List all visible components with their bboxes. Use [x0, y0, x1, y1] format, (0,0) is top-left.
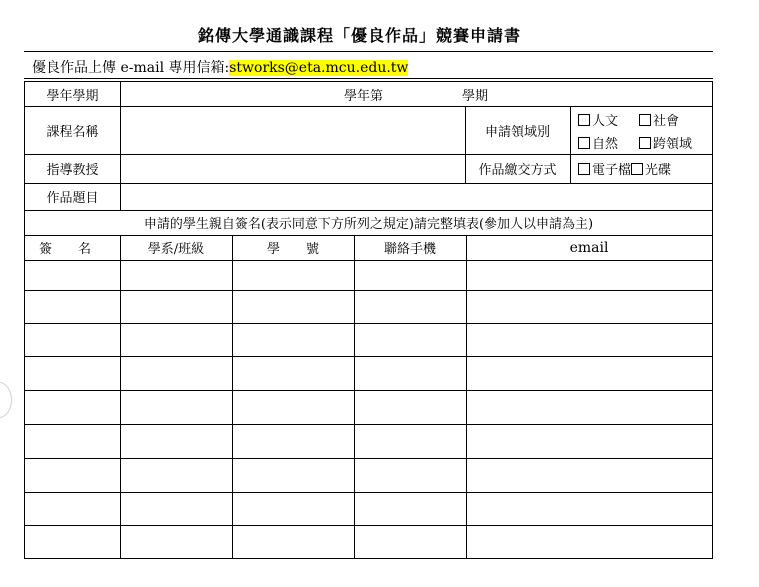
table-cell[interactable]	[120, 492, 232, 525]
table-cell[interactable]	[25, 458, 120, 492]
field-option-natural[interactable]: 自然	[578, 133, 618, 152]
table-cell[interactable]	[466, 290, 712, 323]
table-cell[interactable]	[120, 260, 232, 290]
table-cell[interactable]	[354, 323, 466, 356]
title-divider	[24, 51, 713, 52]
document-title: 銘傳大學通識課程「優良作品」競賽申請書	[197, 26, 521, 45]
column-header-student-id: 學 號	[266, 242, 319, 257]
table-cell[interactable]	[232, 323, 354, 356]
table-cell[interactable]	[354, 260, 466, 290]
submission-option-disc[interactable]: 光碟	[631, 159, 671, 178]
table-cell[interactable]	[354, 290, 466, 323]
advisor-field[interactable]	[120, 154, 465, 183]
table-cell[interactable]	[466, 458, 712, 492]
table-cell[interactable]	[25, 290, 120, 323]
email-divider	[24, 78, 713, 79]
table-cell[interactable]	[232, 260, 354, 290]
table-cell[interactable]	[466, 492, 712, 525]
upload-email-line	[32, 57, 408, 77]
table-cell[interactable]	[232, 424, 354, 458]
table-cell[interactable]	[232, 390, 354, 424]
checkbox-icon	[578, 114, 590, 126]
table-cell[interactable]	[232, 290, 354, 323]
email-prefix: 優良作品上傳 e-mail 專用信箱:	[32, 60, 230, 76]
field-label: 申請領域別	[484, 124, 550, 140]
table-cell[interactable]	[354, 356, 466, 390]
table-cell[interactable]	[120, 458, 232, 492]
application-form	[24, 81, 713, 559]
course-label: 課程名稱	[46, 124, 99, 140]
field-options	[570, 106, 712, 154]
field-option-interdisciplinary[interactable]: 跨領域	[639, 133, 692, 152]
work-title-label: 作品題目	[46, 191, 99, 206]
table-cell[interactable]	[120, 356, 232, 390]
checkbox-icon	[578, 163, 590, 175]
advisor-label: 指導教授	[46, 163, 99, 178]
table-cell[interactable]	[25, 390, 120, 424]
column-header-phone: 聯絡手機	[383, 242, 436, 257]
column-header-department: 學系/班級	[147, 242, 205, 257]
field-option-social[interactable]: 社會	[639, 110, 679, 129]
table-cell[interactable]	[120, 323, 232, 356]
table-cell[interactable]	[120, 290, 232, 323]
table-cell[interactable]	[25, 492, 120, 525]
semester-field[interactable]	[120, 82, 712, 106]
table-cell[interactable]	[232, 492, 354, 525]
checkbox-icon	[639, 137, 651, 149]
table-cell[interactable]	[354, 458, 466, 492]
table-cell[interactable]	[354, 424, 466, 458]
semester-term-text: 學期	[462, 88, 489, 104]
table-cell[interactable]	[466, 424, 712, 458]
table-cell[interactable]	[25, 424, 120, 458]
table-cell[interactable]	[466, 356, 712, 390]
table-cell[interactable]	[466, 390, 712, 424]
semester-label: 學年學期	[46, 88, 99, 104]
column-header-email: email	[569, 239, 609, 256]
submission-options	[570, 154, 712, 183]
course-field[interactable]	[120, 106, 465, 154]
table-cell[interactable]	[466, 260, 712, 290]
checkbox-icon	[631, 163, 643, 175]
table-cell[interactable]	[25, 356, 120, 390]
table-cell[interactable]	[466, 525, 712, 558]
table-cell[interactable]	[120, 525, 232, 558]
checkbox-icon	[639, 114, 651, 126]
semester-year-text: 學年第	[344, 88, 384, 104]
checkbox-icon	[578, 137, 590, 149]
table-cell[interactable]	[120, 424, 232, 458]
table-cell[interactable]	[25, 260, 120, 290]
table-cell[interactable]	[25, 525, 120, 558]
submission-label: 作品繳交方式	[478, 163, 557, 178]
field-option-humanities[interactable]: 人文	[578, 110, 618, 129]
table-cell[interactable]	[232, 356, 354, 390]
table-cell[interactable]	[232, 525, 354, 558]
upload-email-address[interactable]: stworks@eta.mcu.edu.tw	[229, 60, 409, 76]
table-cell[interactable]	[232, 458, 354, 492]
table-cell[interactable]	[354, 492, 466, 525]
table-cell[interactable]	[354, 390, 466, 424]
submission-option-electronic[interactable]: 電子檔	[578, 159, 631, 178]
table-cell[interactable]	[354, 525, 466, 558]
column-header-signature: 簽 名	[39, 242, 92, 257]
table-cell[interactable]	[120, 390, 232, 424]
page-edge-handle	[0, 382, 12, 418]
table-cell[interactable]	[25, 323, 120, 356]
work-title-field[interactable]	[120, 183, 712, 210]
signature-note: 申請的學生親自簽名(表示同意下方所列之規定)請完整填表(參加人以申請為主)	[143, 217, 594, 232]
table-cell[interactable]	[466, 323, 712, 356]
